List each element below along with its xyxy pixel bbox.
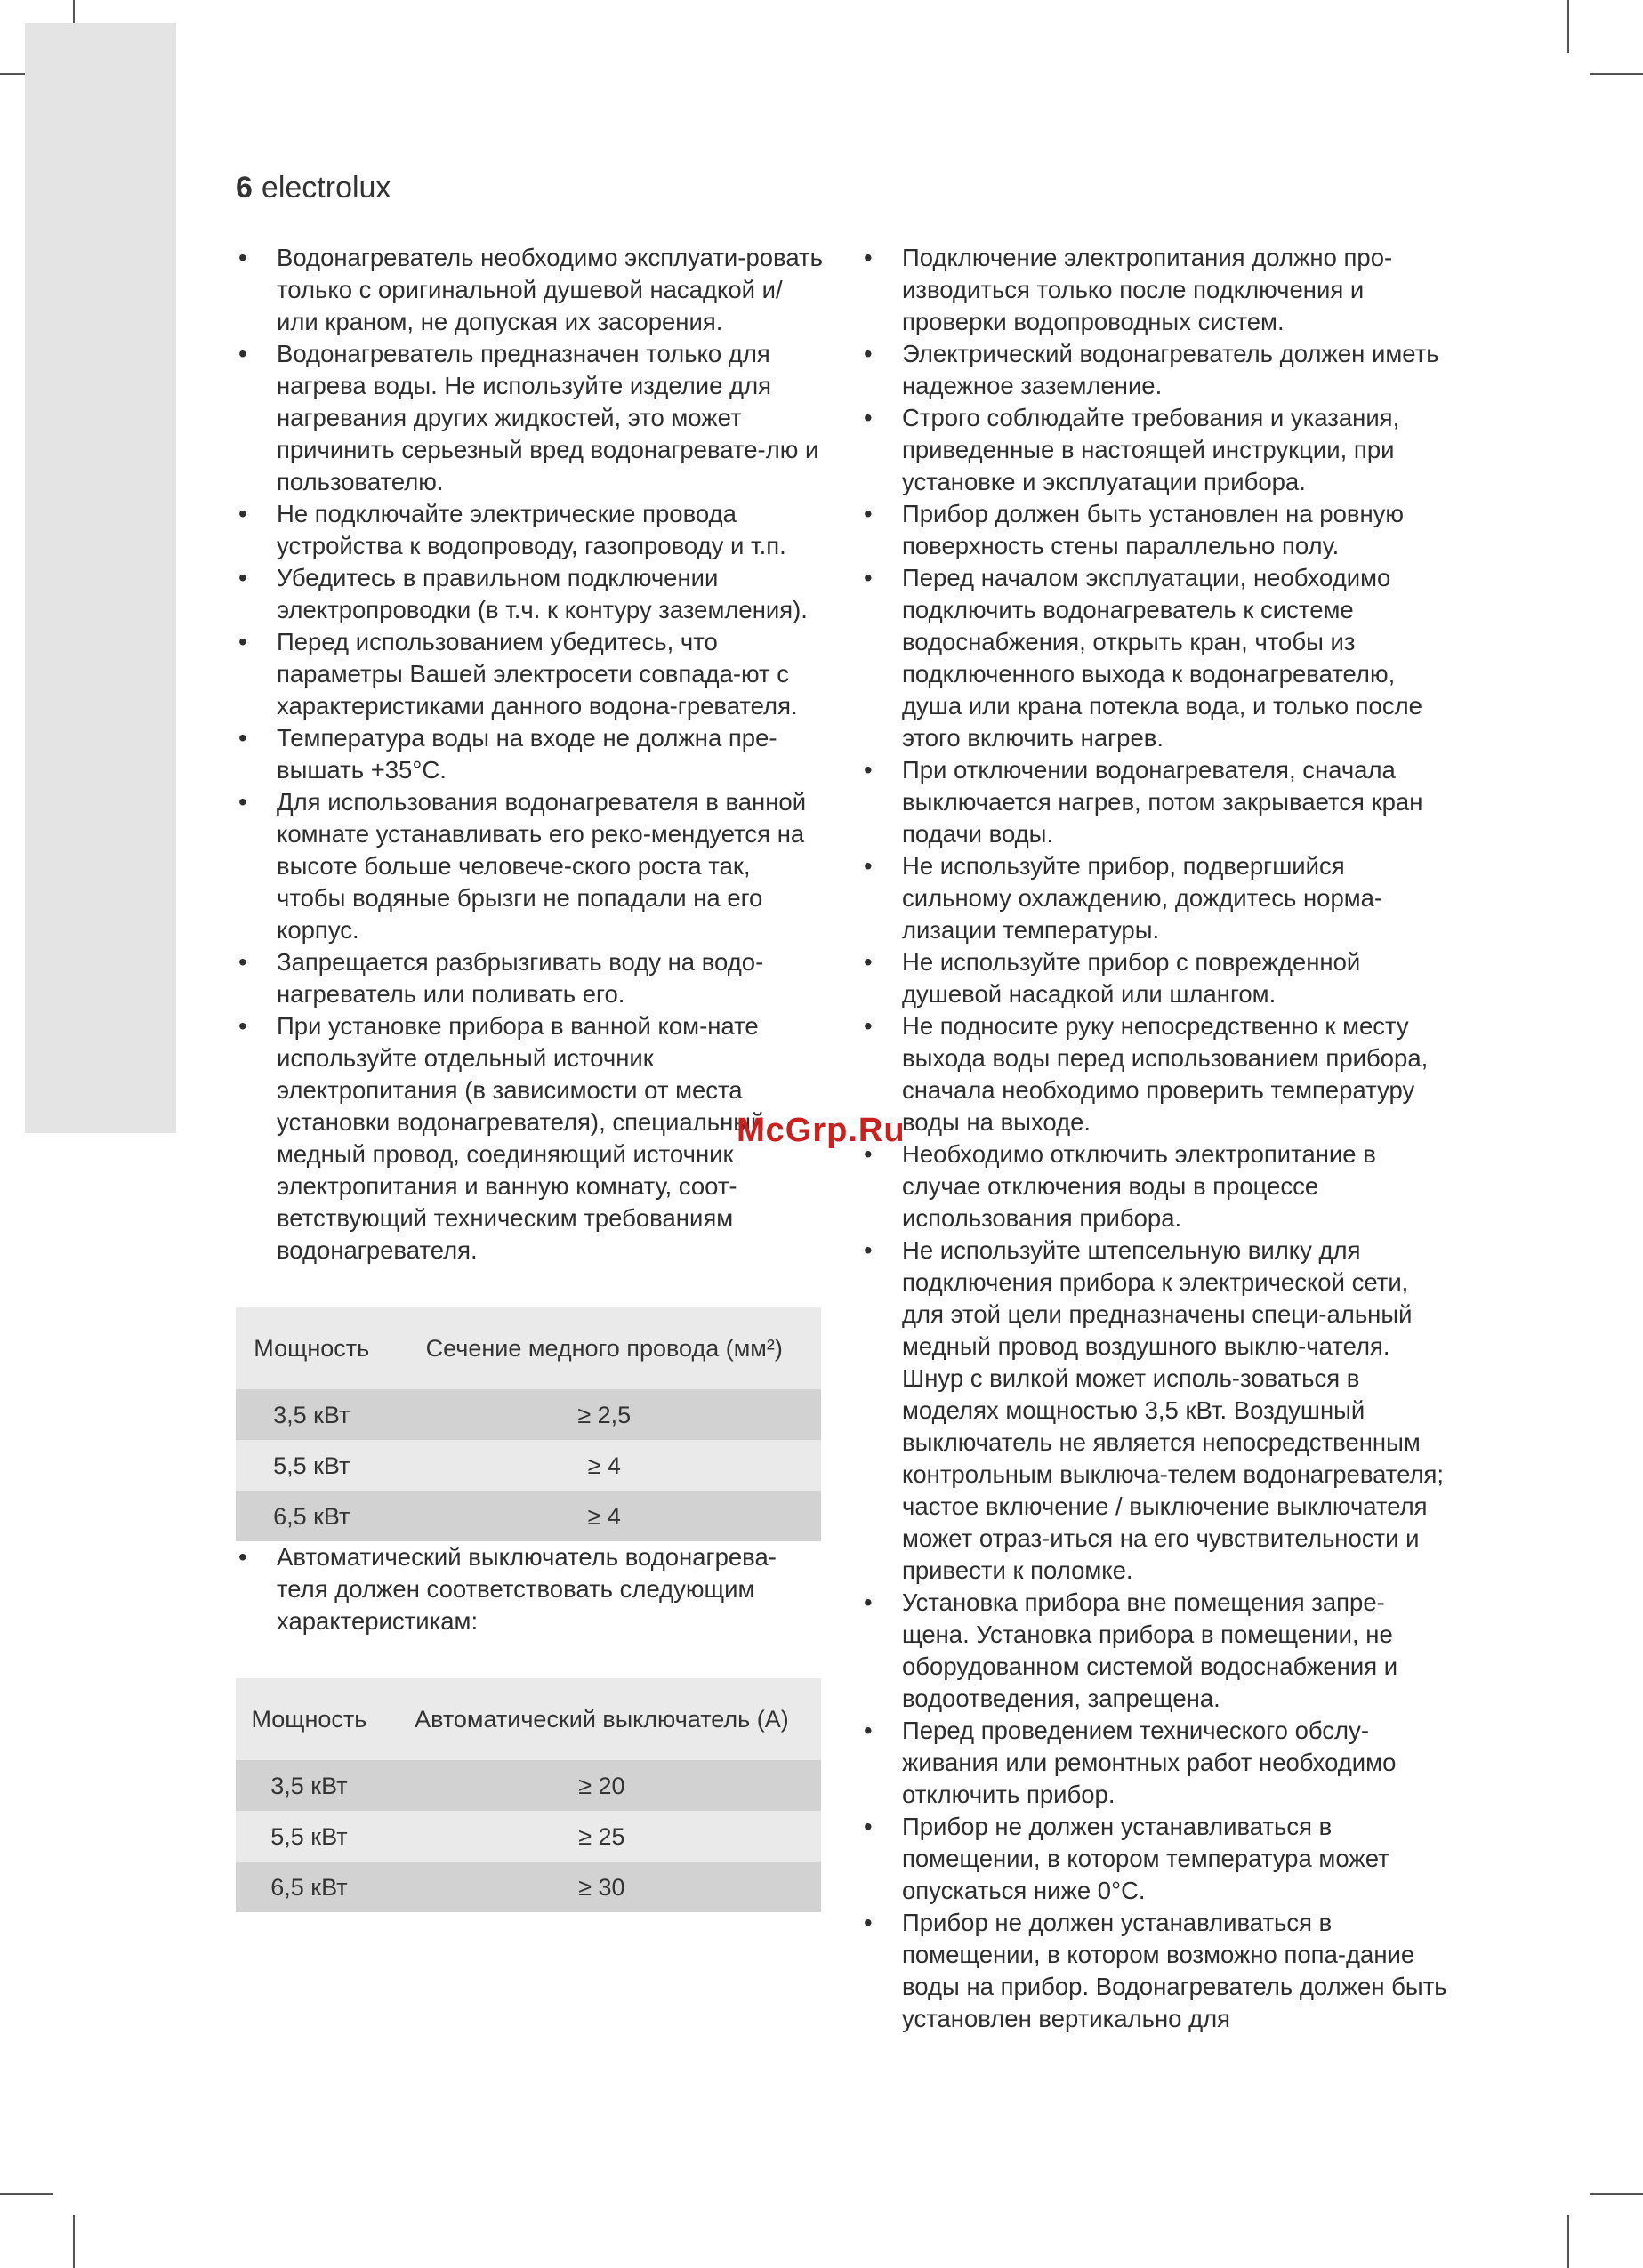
list-item: • Не используйте прибор с поврежденной душевой насадкой или шлангом.: [861, 946, 1448, 1010]
list-item: • Не подключайте электрические провода устройства к водопроводу, газопроводу и т.п.: [236, 498, 823, 562]
table-row: [236, 1389, 821, 1440]
table-row: [236, 1440, 821, 1491]
table-cell: 6,5 кВт: [236, 1491, 387, 1541]
table-cell: 3,5 кВт: [236, 1760, 383, 1811]
table-cell: ≥ 25: [383, 1811, 821, 1862]
list-item: • Температура воды на входе не должна пре-вышать +35°С.: [236, 722, 823, 786]
crop-mark: [73, 2215, 75, 2268]
left-column: [236, 242, 823, 1912]
list-item: • Для использования водонагревателя в ванной комнате устанавливать его реко-мендуется на высоте больше человече-ского роста так, чтобы водяные брызги не попадали на его корпус.: [236, 786, 823, 946]
table-header: Сечение медного провода (мм²): [387, 1307, 821, 1389]
crop-mark: [1590, 73, 1643, 75]
list-item: • Водонагреватель предназначен только для нагрева воды. Не используйте изделие для нагревания других жидкостей, это может причинить серьезный вред водонагревате-лю и пользователю.: [236, 338, 823, 498]
crop-mark: [1567, 0, 1569, 53]
table-header: Автоматический выключатель (А): [383, 1678, 821, 1760]
table-cell: 6,5 кВт: [236, 1862, 383, 1912]
table-cell: 3,5 кВт: [236, 1389, 387, 1440]
list-item: • Необходимо отключить электропитание в случае отключения воды в процессе использования прибора.: [861, 1138, 1448, 1235]
list-item: • Запрещается разбрызгивать воду на водо-нагреватель или поливать его.: [236, 946, 823, 1010]
table-header: Мощность: [236, 1307, 387, 1389]
sidebar-tab: [25, 23, 176, 1133]
list-item: • Не используйте штепсельную вилку для подключения прибора к электрической сети, для этой цели предназначены специ-альный медный провод воздушного выклю-чателя. Шнур с вилкой может исполь-зоваться в моделях мощностью 3,5 кВт. Воздушный выключатель не является непосредственным контрольным выключа-телем водонагревателя; частое включение / выключение выключателя может отраз-иться на его чувствительности и привести к поломке.: [861, 1235, 1448, 1587]
crop-mark: [0, 2193, 53, 2195]
list-item: • При отключении водонагревателя, сначала выключается нагрев, потом закрывается кран подачи воды.: [861, 754, 1448, 850]
right-column: [861, 242, 1448, 2035]
list-item: • Прибор не должен устанавливаться в помещении, в котором температура может опускаться ниже 0°С.: [861, 1811, 1448, 1907]
list-item: • Строго соблюдайте требования и указания, приведенные в настоящей инструкции, при установке и эксплуатации прибора.: [861, 402, 1448, 498]
table-cell: 5,5 кВт: [236, 1440, 387, 1491]
table-cell: ≥ 4: [387, 1491, 821, 1541]
table-row: [236, 1760, 821, 1811]
page-number: 6: [236, 171, 253, 205]
page-header: [236, 171, 391, 205]
list-item: • Не используйте прибор, подвергшийся сильному охлаждению, дождитесь норма-лизации температуры.: [861, 850, 1448, 946]
list-item: • Перед проведением технического обслу-живания или ремонтных работ необходимо отключить прибор.: [861, 1715, 1448, 1811]
list-item: • Водонагреватель необходимо эксплуати-ровать только с оригинальной душевой насадкой и/или краном, не допуская их засорения.: [236, 242, 823, 338]
list-item: • Установка прибора вне помещения запре-щена. Установка прибора в помещении, не оборудованном системой водоснабжения и водоотведения, запрещена.: [861, 1587, 1448, 1715]
watermark: McGrp.Ru: [737, 1112, 906, 1149]
table-header: Мощность: [236, 1678, 383, 1760]
list-item: • Не подносите руку непосредственно к месту выхода воды перед использованием прибора, сначала необходимо проверить температуру воды на выходе.: [861, 1010, 1448, 1138]
list-item: • Перед использованием убедитесь, что параметры Вашей электросети совпада-ют с характеристиками данного водона-гревателя.: [236, 626, 823, 722]
breaker-bullet-list: [236, 1541, 823, 1637]
table-cell: ≥ 4: [387, 1440, 821, 1491]
list-item: • Перед началом эксплуатации, необходимо подключить водонагреватель к системе водоснабжения, открыть кран, чтобы из подключенного выхода к водонагревателю, душа или крана потекла вода, и только после этого включить нагрев.: [861, 562, 1448, 754]
table-row: [236, 1811, 821, 1862]
table-row: [236, 1491, 821, 1541]
brand-name: electrolux: [261, 171, 391, 205]
crop-mark: [1567, 2215, 1569, 2268]
list-item: • Автоматический выключатель водонагрева-теля должен соответствовать следующим характеристикам:: [236, 1541, 823, 1637]
right-bullet-list: [861, 242, 1448, 2035]
list-item: • При установке прибора в ванной ком-нате используйте отдельный источник электропитания (в зависимости от места установки водонагревателя), специальный медный провод, соединяющий источник электропитания и ванную комнату, соот-ветствующий техническим требованиям водонагревателя.: [236, 1010, 823, 1267]
table-cell: 5,5 кВт: [236, 1811, 383, 1862]
table-cell: ≥ 30: [383, 1862, 821, 1912]
list-item: • Прибор не должен устанавливаться в помещении, в котором возможно попа-дание воды на прибор. Водонагреватель должен быть установлен вертикально для: [861, 1907, 1448, 2035]
left-bullet-list: [236, 242, 823, 1267]
crop-mark: [1590, 2193, 1643, 2195]
table-cell: ≥ 2,5: [387, 1389, 821, 1440]
list-item: • Убедитесь в правильном подключении электропроводки (в т.ч. к контуру заземления).: [236, 562, 823, 626]
table-row: [236, 1862, 821, 1912]
table-cell: ≥ 20: [383, 1760, 821, 1811]
list-item: • Прибор должен быть установлен на ровную поверхность стены параллельно полу.: [861, 498, 1448, 562]
list-item: • Подключение электропитания должно про-изводиться только после подключения и проверки водопроводных систем.: [861, 242, 1448, 338]
list-item: • Электрический водонагреватель должен иметь надежное заземление.: [861, 338, 1448, 402]
wire-section-table: [236, 1307, 821, 1541]
breaker-table: [236, 1678, 821, 1912]
